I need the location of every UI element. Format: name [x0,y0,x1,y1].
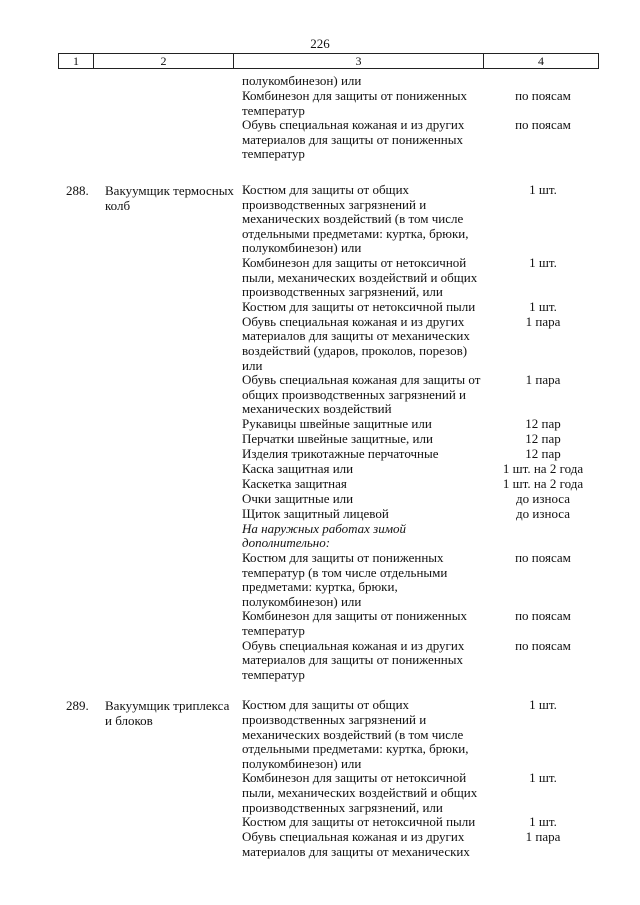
entry-number: 289. [66,698,89,714]
item-description: Перчатки швейные защитные, или [242,430,433,446]
item-description: Костюм для защиты от нетоксичной пыли [242,298,476,314]
item-row [0,639,640,683]
item-quantity: по поясам [515,550,571,566]
entry-number: 288. [66,182,89,198]
column-header-4: 4 [484,54,599,69]
item-row [0,373,640,417]
item-row [0,522,640,551]
item-quantity: 1 шт. [529,298,557,314]
item-description: Комбинезон для защиты от нетоксичной пыли, механических воздействий и общих производственных загрязнений, или [242,770,478,815]
item-description: Каска защитная или [242,460,354,476]
item-row [0,477,640,492]
item-row [0,183,640,256]
item-row [0,771,640,815]
item-quantity: 1 шт. [529,254,557,270]
item-quantity: до износа [516,490,570,506]
page-content [0,74,640,859]
item-row [0,609,640,638]
item-row [0,507,640,522]
item-row [0,74,640,89]
item-quantity: 1 шт. на 2 года [502,475,584,491]
item-row [0,830,640,859]
column-header-row [59,54,599,69]
item-description: Комбинезон для защиты от пониженных температур [242,88,467,118]
profession-name: Вакуумщик триплекса и блоков [105,698,230,729]
item-row [0,551,640,609]
item-description: Комбинезон для защиты от нетоксичной пыли, механических воздействий и общих производственных загрязнений, или [242,254,478,300]
item-quantity: 1 пара [525,313,561,329]
item-description: Очки защитные или [242,490,354,506]
item-quantity: 1 шт. на 2 года [502,460,584,476]
item-description: Костюм для защиты от общих производственных загрязнений и механических воздействий (в том числе отдельными предметами: куртка, брюки, полукомбинезон) или [242,181,469,256]
item-quantity: по поясам [515,637,571,653]
profession-name: Вакуумщик термосных колб [105,182,234,213]
item-row [0,447,640,462]
item-quantity: 1 шт. [529,770,557,786]
column-header-2: 2 [94,54,234,69]
item-quantity: 12 пар [525,415,561,431]
item-description: Каскетка защитная [242,475,347,491]
column-header-1: 1 [59,54,94,69]
item-description: Рукавицы швейные защитные или [242,415,432,431]
item-description: Костюм для защиты от пониженных температур (в том числе отдельными предметами: куртка, брюки, полукомбинезон) или [242,550,448,609]
item-quantity: 1 пара [525,372,561,388]
item-quantity: 1 пара [525,829,561,845]
entry-288 [0,183,640,682]
item-row [0,815,640,830]
page-number: 226 [310,36,330,51]
item-description: Обувь специальная кожаная для защиты от общих производственных загрязнений и механических воздействий [242,372,481,417]
item-quantity: 1 шт. [529,697,557,713]
item-row [0,432,640,447]
item-row [0,698,640,771]
column-header-table [58,53,599,69]
item-description: Обувь специальная кожаная и из других материалов для защиты от механических [242,829,470,859]
item-quantity: 1 шт. [529,814,557,830]
item-row [0,89,640,118]
item-description: полукомбинезон) или [242,73,362,88]
entry-continuation [0,74,640,162]
entry-289 [0,698,640,859]
item-description: Обувь специальная кожаная и из других материалов для защиты от пониженных температур [242,637,465,682]
item-quantity: 1 шт. [529,181,557,197]
item-quantity: по поясам [515,117,571,133]
item-row [0,492,640,507]
item-description: Обувь специальная кожаная и из других материалов для защиты от пониженных температур [242,117,465,162]
column-header-3: 3 [234,54,484,69]
item-row [0,300,640,315]
item-quantity: 12 пар [525,430,561,446]
item-description: Обувь специальная кожаная и из других материалов для защиты от механических воздействий (ударов, проколов, порезов) или [242,313,470,373]
item-description: Комбинезон для защиты от пониженных температур [242,608,467,639]
item-quantity: по поясам [515,608,571,624]
item-row [0,256,640,300]
item-description: Изделия трикотажные перчаточные [242,445,439,461]
item-row [0,118,640,162]
item-description: Костюм для защиты от общих производственных загрязнений и механических воздействий (в том числе отдельными предметами: куртка, брюки, полукомбинезон) или [242,697,469,771]
item-description: Костюм для защиты от нетоксичной пыли [242,814,476,830]
item-row [0,462,640,477]
item-row [0,417,640,432]
item-row [0,315,640,373]
item-quantity: до износа [516,505,570,521]
item-quantity: по поясам [515,88,571,103]
section-note: На наружных работах зимой дополнительно: [242,520,407,551]
item-description: Щиток защитный лицевой [242,505,389,521]
item-quantity: 12 пар [525,445,561,461]
